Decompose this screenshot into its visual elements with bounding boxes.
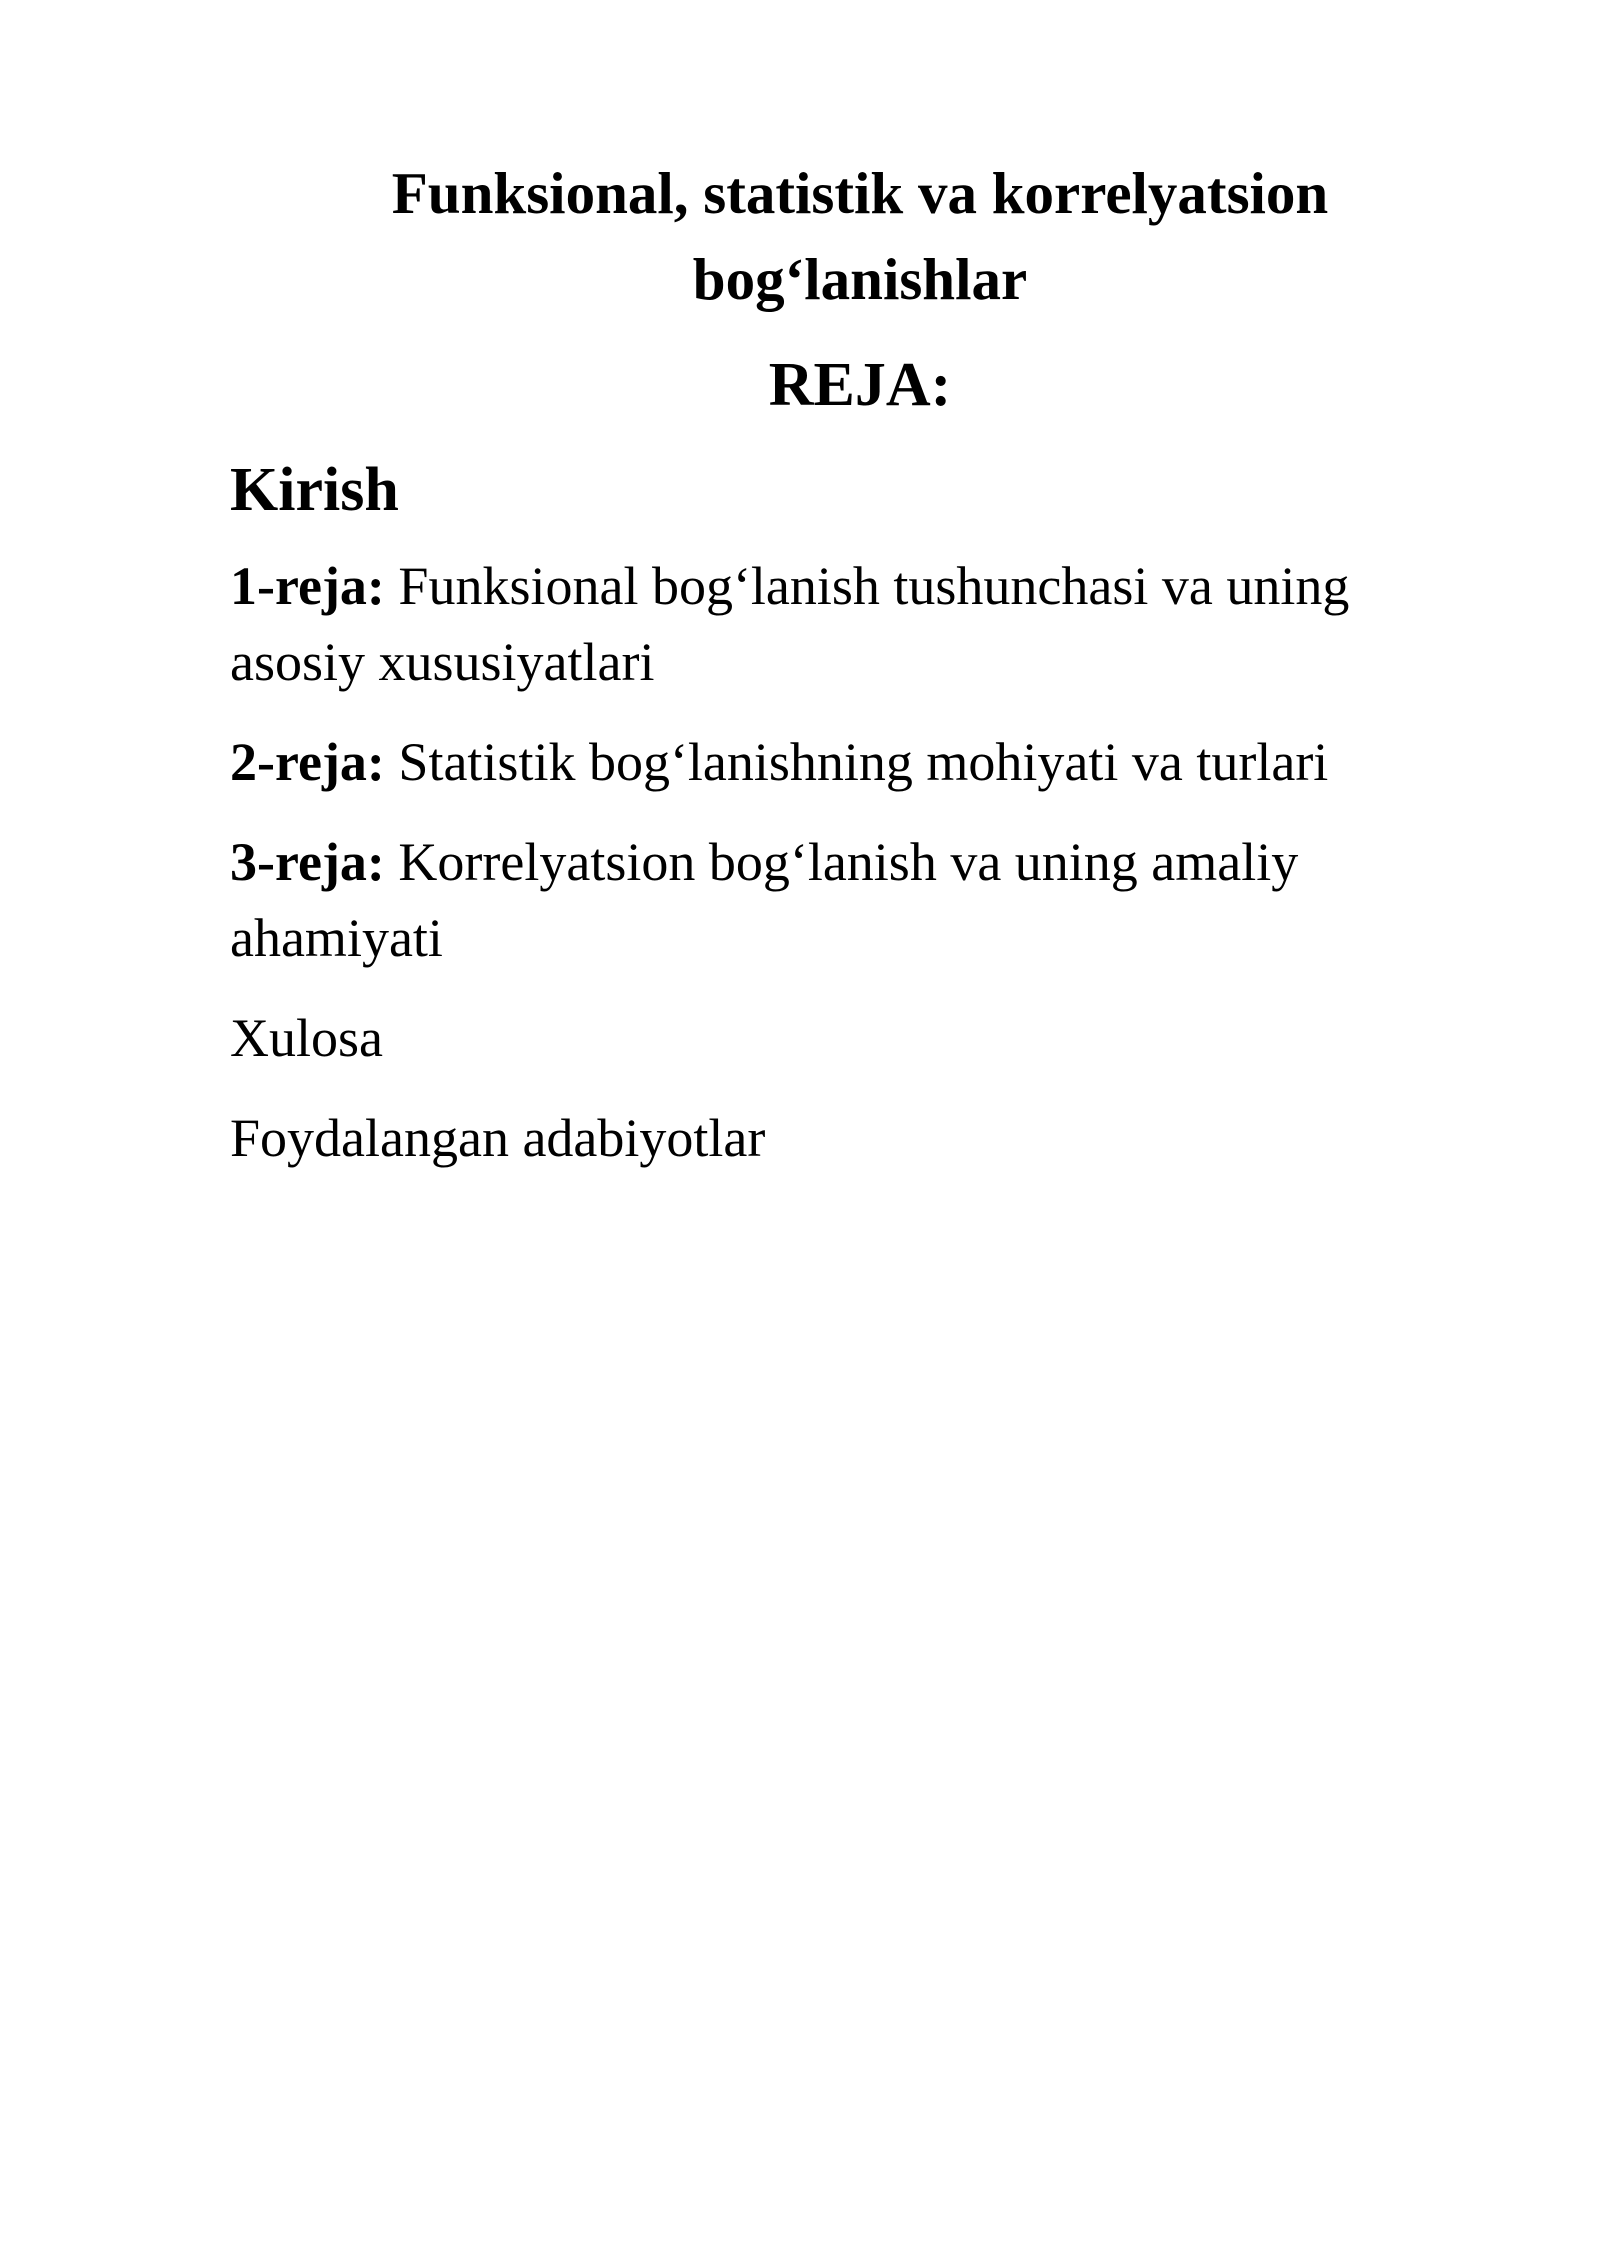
- plan-item-text: Statistik bog‘lanishning mohiyati va turlari: [384, 732, 1329, 792]
- plan-item-text: Funksional bog‘lanish tushunchasi va uning asosiy xususiyatlari: [230, 556, 1350, 692]
- plan-item-3: [230, 824, 1480, 976]
- document-title: [300, 150, 1420, 322]
- conclusion-item: Xulosa: [230, 1008, 383, 1068]
- plan-item-label: 2-reja:: [230, 732, 385, 792]
- plan-item-text: Korrelyatsion bog‘lanish va uning amaliy ahamiyati: [230, 832, 1299, 968]
- plan-heading: REJA:: [768, 351, 952, 419]
- title-line-2: bog‘lanishlar: [692, 246, 1028, 312]
- plan-item-1: [230, 548, 1480, 700]
- title-line-1: Funksional, statistik va korrelyatsion: [391, 160, 1329, 226]
- plan-item-label: 3-reja:: [230, 832, 385, 892]
- plan-item-2: [230, 724, 1480, 800]
- intro-heading: Kirish: [230, 456, 399, 524]
- references-item: Foydalangan adabiyotlar: [230, 1108, 766, 1168]
- plan-item-label: 1-reja:: [230, 556, 385, 616]
- plan-list: [230, 450, 1480, 1200]
